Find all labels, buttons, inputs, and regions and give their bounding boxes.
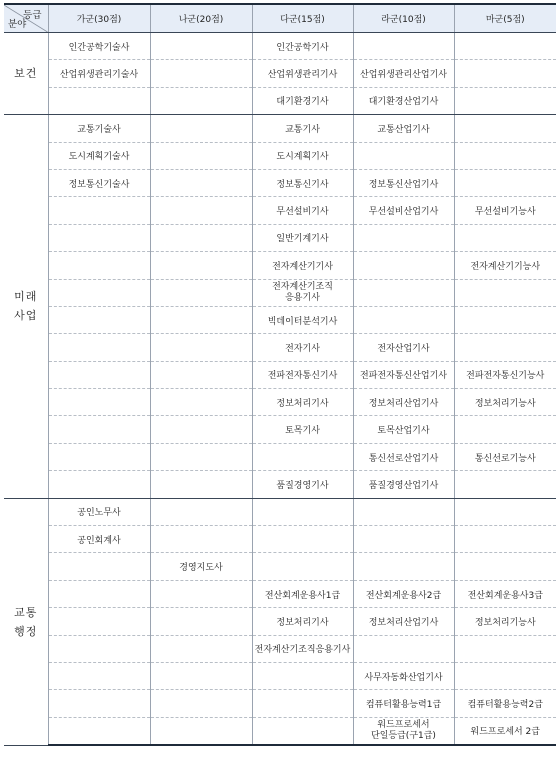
table-row (4, 279, 556, 306)
cell-na (150, 87, 252, 114)
table-row (4, 306, 556, 333)
table-row (4, 443, 556, 470)
cell-na (150, 443, 252, 470)
cell-na (150, 197, 252, 224)
cell-ra: 사무자동화산업기사 (353, 662, 454, 689)
cell-ra: 워드프로세서 단일등급(구1급) (353, 717, 454, 745)
cell-na (150, 33, 252, 60)
cell-da (252, 553, 353, 580)
cell-ra: 정보통신산업기사 (353, 169, 454, 196)
cell-ra: 전자산업기사 (353, 334, 454, 361)
cell-ra (353, 526, 454, 553)
cell-ma: 전산회계운용사3급 (454, 580, 556, 607)
cell-ga (48, 662, 150, 689)
table-row (4, 471, 556, 498)
cell-da: 무선설비기사 (252, 197, 353, 224)
cell-na (150, 279, 252, 306)
cell-da (252, 662, 353, 689)
cell-ra: 전산회계운용사2급 (353, 580, 454, 607)
cell-ra: 전파전자통신산업기사 (353, 361, 454, 388)
cell-da (252, 443, 353, 470)
cell-ga (48, 471, 150, 498)
cell-ra (353, 142, 454, 169)
cell-ma (454, 416, 556, 443)
cell-ra: 산업위생관리산업기사 (353, 60, 454, 87)
cell-ra (353, 635, 454, 662)
cell-ma (454, 87, 556, 114)
cell-ra: 대기환경산업기사 (353, 87, 454, 114)
cell-na (150, 662, 252, 689)
cell-ma (454, 635, 556, 662)
cell-da: 전자계산기조직 응용기사 (252, 279, 353, 306)
certificate-grade-table (4, 3, 556, 746)
cell-ma (454, 334, 556, 361)
cell-ra: 교통산업기사 (353, 115, 454, 142)
cell-ma (454, 33, 556, 60)
cell-ra (353, 252, 454, 279)
cell-da (252, 498, 353, 525)
cell-da: 전파전자통신기사 (252, 361, 353, 388)
certificate-table-container (4, 3, 556, 746)
cell-da: 전자계산기기사 (252, 252, 353, 279)
cell-na (150, 471, 252, 498)
table-row (4, 553, 556, 580)
cell-ga (48, 635, 150, 662)
cell-da (252, 690, 353, 717)
cell-da: 정보통신기사 (252, 169, 353, 196)
cell-ra: 정보처리산업기사 (353, 608, 454, 635)
cell-ra (353, 306, 454, 333)
cell-ga (48, 717, 150, 745)
cell-ga (48, 443, 150, 470)
cell-na (150, 498, 252, 525)
cell-ga (48, 306, 150, 333)
table-row (4, 60, 556, 87)
cell-da: 대기환경기사 (252, 87, 353, 114)
cell-ra (353, 33, 454, 60)
column-header-na: 나군(20점) (150, 4, 252, 33)
cell-ga (48, 87, 150, 114)
cell-ga (48, 224, 150, 251)
column-header-ga: 가군(30점) (48, 4, 150, 33)
cell-na (150, 717, 252, 745)
table-row (4, 87, 556, 114)
cell-na (150, 416, 252, 443)
cell-ga: 도시계획기술사 (48, 142, 150, 169)
cell-ma: 정보처리기능사 (454, 608, 556, 635)
cell-ga (48, 416, 150, 443)
table-row (4, 197, 556, 224)
cell-da: 전자기사 (252, 334, 353, 361)
cell-na (150, 169, 252, 196)
cell-ga (48, 361, 150, 388)
cell-ra: 통신선로산업기사 (353, 443, 454, 470)
cell-da: 정보처리기사 (252, 608, 353, 635)
cell-ma: 전파전자통신기능사 (454, 361, 556, 388)
cell-ma (454, 306, 556, 333)
cell-ga (48, 389, 150, 416)
cell-ra: 토목산업기사 (353, 416, 454, 443)
cell-da: 도시계획기사 (252, 142, 353, 169)
cell-ga (48, 279, 150, 306)
corner-grade-label: 등급 (23, 10, 42, 21)
cell-na (150, 526, 252, 553)
table-row (4, 389, 556, 416)
table-row (4, 635, 556, 662)
cell-na (150, 252, 252, 279)
category-cell: 보건 (4, 33, 48, 115)
cell-ga (48, 580, 150, 607)
cell-ma: 워드프로세서 2급 (454, 717, 556, 745)
table-row (4, 526, 556, 553)
cell-ga (48, 608, 150, 635)
cell-ga: 공인노무사 (48, 498, 150, 525)
cell-ga (48, 252, 150, 279)
cell-da: 일반기계기사 (252, 224, 353, 251)
category-cell: 미래 사업 (4, 115, 48, 498)
cell-na: 경영지도사 (150, 553, 252, 580)
table-row (4, 690, 556, 717)
cell-da: 인간공학기사 (252, 33, 353, 60)
cell-na (150, 142, 252, 169)
cell-da: 품질경영기사 (252, 471, 353, 498)
table-body (4, 33, 556, 746)
cell-na (150, 224, 252, 251)
cell-ga: 공인회계사 (48, 526, 150, 553)
cell-ga: 인간공학기술사 (48, 33, 150, 60)
cell-ga: 교통기술사 (48, 115, 150, 142)
cell-ma (454, 662, 556, 689)
cell-da: 교통기사 (252, 115, 353, 142)
table-row (4, 361, 556, 388)
cell-ma (454, 279, 556, 306)
table-row (4, 498, 556, 525)
table-row (4, 717, 556, 745)
cell-ga: 정보통신기술사 (48, 169, 150, 196)
cell-ra (353, 553, 454, 580)
cell-ma (454, 169, 556, 196)
cell-ma (454, 471, 556, 498)
table-row (4, 334, 556, 361)
cell-ma: 컴퓨터활용능력2급 (454, 690, 556, 717)
cell-na (150, 690, 252, 717)
cell-da: 전자계산기조직응용기사 (252, 635, 353, 662)
cell-ra: 컴퓨터활용능력1급 (353, 690, 454, 717)
table-row (4, 33, 556, 60)
cell-na (150, 361, 252, 388)
corner-header-cell (4, 4, 48, 33)
cell-ga (48, 690, 150, 717)
cell-da (252, 717, 353, 745)
cell-ma (454, 498, 556, 525)
cell-ra (353, 224, 454, 251)
cell-da: 토목기사 (252, 416, 353, 443)
cell-ga: 산업위생관리기술사 (48, 60, 150, 87)
cell-ra (353, 498, 454, 525)
cell-ma: 정보처리기능사 (454, 389, 556, 416)
cell-na (150, 389, 252, 416)
cell-na (150, 580, 252, 607)
cell-ra: 정보처리산업기사 (353, 389, 454, 416)
cell-ga (48, 334, 150, 361)
table-row (4, 416, 556, 443)
cell-na (150, 334, 252, 361)
cell-ma: 통신선로기능사 (454, 443, 556, 470)
cell-da: 정보처리기사 (252, 389, 353, 416)
cell-ma (454, 224, 556, 251)
cell-na (150, 115, 252, 142)
cell-ra (353, 279, 454, 306)
cell-ma (454, 60, 556, 87)
cell-ra: 무선설비산업기사 (353, 197, 454, 224)
column-header-da: 다군(15점) (252, 4, 353, 33)
cell-na (150, 635, 252, 662)
table-row (4, 662, 556, 689)
corner-field-label: 분야 (8, 19, 27, 30)
cell-na (150, 608, 252, 635)
cell-da: 전산회계운용사1급 (252, 580, 353, 607)
category-cell: 교통 행정 (4, 498, 48, 745)
cell-da: 산업위생관리기사 (252, 60, 353, 87)
table-row (4, 252, 556, 279)
column-header-ma: 마군(5점) (454, 4, 556, 33)
cell-ma: 전자계산기기능사 (454, 252, 556, 279)
cell-ma (454, 115, 556, 142)
cell-ga (48, 553, 150, 580)
cell-ma (454, 526, 556, 553)
table-row (4, 608, 556, 635)
table-row (4, 580, 556, 607)
table-row (4, 142, 556, 169)
cell-da: 빅데이터분석기사 (252, 306, 353, 333)
header-row (4, 4, 556, 33)
table-row (4, 115, 556, 142)
table-row (4, 224, 556, 251)
cell-ra: 품질경영산업기사 (353, 471, 454, 498)
column-header-ra: 라군(10점) (353, 4, 454, 33)
cell-ma (454, 142, 556, 169)
cell-na (150, 306, 252, 333)
cell-ma (454, 553, 556, 580)
cell-da (252, 526, 353, 553)
cell-ma: 무선설비기능사 (454, 197, 556, 224)
table-row (4, 169, 556, 196)
cell-ga (48, 197, 150, 224)
cell-na (150, 60, 252, 87)
